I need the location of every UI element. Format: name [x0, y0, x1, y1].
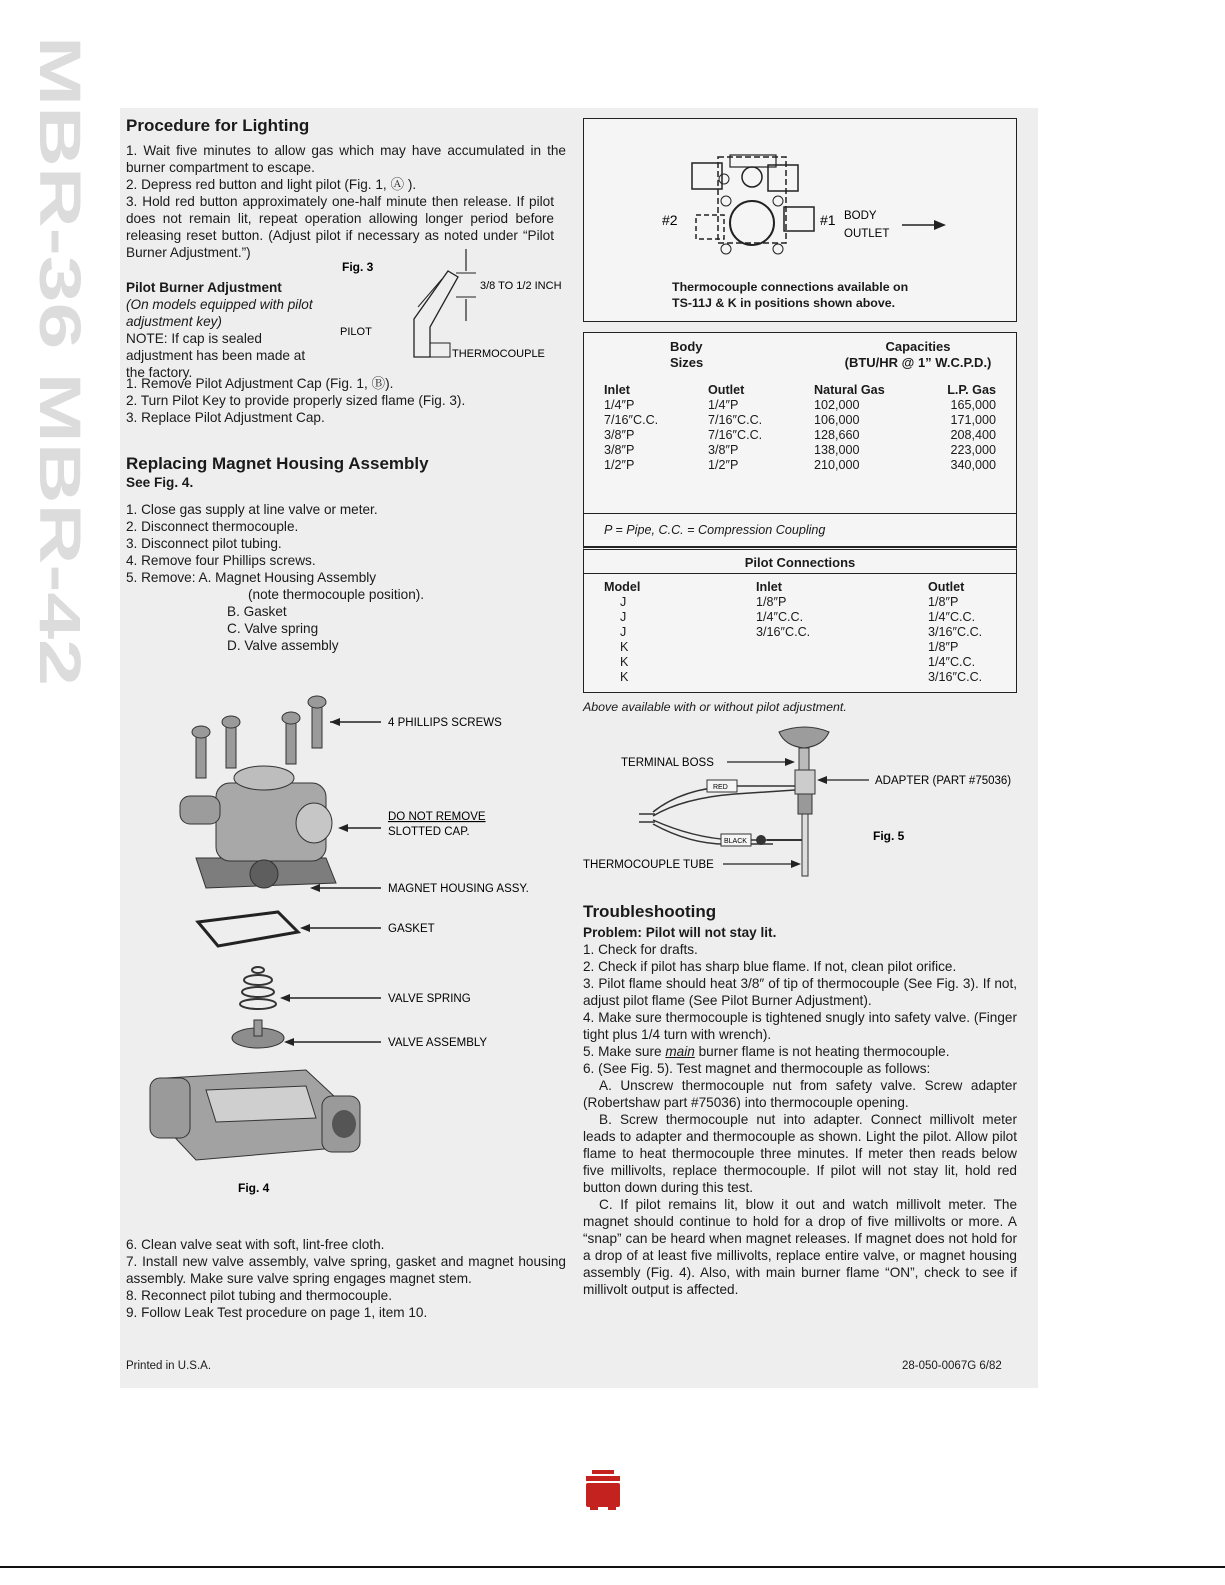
capacities-cell: 1/2″P — [708, 458, 739, 472]
col-model: Model — [604, 580, 641, 594]
fig4-screws-label: 4 PHILLIPS SCREWS — [388, 717, 502, 729]
fig3-dim: 3/8 TO 1/2 INCH — [480, 280, 562, 292]
lighting-step-2: 2. Depress red button and light pilot (Fig. 1, Ⓐ ). — [126, 177, 417, 192]
magnet-sub-d: D. Valve assembly — [227, 638, 339, 653]
pilot-connections-cell: 1/8″P — [928, 640, 959, 654]
pilot-adjust-step-2: 2. Turn Pilot Key to provide properly sized flame (Fig. 3). — [126, 393, 466, 408]
magnet-step-7: 7. Install new valve assembly, valve spring, gasket and magnet housing assembly. Make sure valve spring engages magnet stem. — [126, 1254, 566, 1286]
fig4-gasket-label: GASKET — [388, 923, 435, 935]
tc-caption-line1: Thermocouple connections available on — [672, 280, 909, 294]
trouble-step-2: 2. Check if pilot has sharp blue flame. If not, clean pilot orifice. — [583, 959, 957, 974]
fig5-tube-label: THERMOCOUPLE TUBE — [583, 859, 714, 871]
fig5-label: Fig. 5 — [873, 829, 905, 843]
capacities-cell: 7/16″C.C. — [708, 413, 763, 427]
capacities-cell: 102,000 — [814, 398, 860, 412]
pilot-connections-cell: 3/16″C.C. — [928, 625, 983, 639]
col-lp-gas: L.P. Gas — [947, 383, 996, 397]
trouble-step-3: 3. Pilot flame should heat 3/8″ of tip of thermocouple (See Fig. 3). If not, adjust pilot flame (See Pilot Burner Adjustment). — [583, 976, 1017, 1008]
pilot-connections-cell — [756, 655, 928, 670]
pilot-adjust-block — [126, 260, 566, 380]
footer-printed: Printed in U.S.A. — [126, 1360, 212, 1372]
fig5-red-label: RED — [713, 784, 728, 791]
pilot-connections-row — [604, 655, 990, 670]
pilot-connections-heading: Pilot Connections — [744, 555, 856, 570]
magnet-sub-c: C. Valve spring — [227, 621, 319, 636]
capacities-cell: 210,000 — [814, 458, 860, 472]
fig3-pilot-label: PILOT — [340, 326, 372, 338]
pilot-connections-cell: K — [620, 640, 629, 654]
thermocouple-valve-diagram — [584, 119, 1014, 279]
tc-body-label: BODY — [844, 210, 877, 222]
tc-caption-line2: TS-11J & K in positions shown above. — [672, 296, 896, 310]
fig3-diagram — [338, 249, 568, 369]
trouble-step-6a: A. Unscrew thermocouple nut from safety valve. Screw adapter (Robertshaw part #75036) into thermocouple opening. — [583, 1078, 1017, 1110]
capacities-row — [604, 443, 996, 458]
fig4-assembly-label: VALVE ASSEMBLY — [388, 1037, 488, 1049]
left-column — [126, 116, 566, 1321]
magnet-step-1: 1. Close gas supply at line valve or meter. — [126, 502, 378, 517]
fig5-diagram — [583, 728, 1023, 888]
capacities-note: P = Pipe, C.C. = Compression Coupling — [604, 523, 826, 537]
pilot-connections-cell: J — [620, 625, 627, 639]
capacities-cell: 7/16″C.C. — [604, 413, 659, 427]
pilot-connections-cell: 1/4″C.C. — [928, 655, 976, 669]
bottom-rule — [0, 1566, 1225, 1568]
magnet-see-fig: See Fig. 4. — [126, 475, 194, 490]
trouble-step-1: 1. Check for drafts. — [583, 942, 698, 957]
pilot-connections-row — [604, 640, 990, 655]
capacities-note-box — [583, 514, 1017, 547]
trouble-problem: Problem: Pilot will not stay lit. — [583, 925, 777, 940]
capacities-row — [604, 398, 996, 413]
capacities-title-1: Capacities — [885, 339, 951, 354]
pilot-adjust-heading: Pilot Burner Adjustment — [126, 280, 282, 295]
capacities-cell: 138,000 — [814, 443, 860, 457]
col-inlet: Inlet — [604, 383, 630, 397]
trouble-step-6c: C. If pilot remains lit, blow it out and watch millivolt meter. The magnet should continue to hold for a drop of five millivolts or more. A “snap” can be heard when magnet releases. If magnet does not hold for a drop of at least five millivolts, replace entire valve, or magnet housing assembly (Fig. 4). Also, with main burner flame “ON”, check to see if millivolt output is affected. — [583, 1197, 1017, 1297]
magnet-heading: Replacing Magnet Housing Assembly — [126, 454, 429, 473]
trouble-step-5 — [583, 1043, 1017, 1060]
tc-pos1: #1 — [820, 212, 836, 228]
fig4-label: Fig. 4 — [238, 1181, 270, 1195]
pilot-connections-cell — [756, 670, 928, 685]
fig4-exploded-view — [126, 698, 566, 1228]
magnet-step-5: 5. Remove: A. Magnet Housing Assembly — [126, 570, 377, 585]
pilot-connections-cell: 1/8″P — [928, 595, 959, 609]
col-natural-gas: Natural Gas — [814, 383, 885, 397]
valve-body-drawing — [150, 1070, 360, 1160]
pilot-connections-cell: J — [620, 595, 627, 609]
magnet-step-2: 2. Disconnect thermocouple. — [126, 519, 299, 534]
magnet-housing-drawing — [180, 766, 336, 888]
pilot-connections-cell: 1/4″C.C. — [928, 610, 976, 624]
pilot-adjust-step-3: 3. Replace Pilot Adjustment Cap. — [126, 410, 325, 425]
capacities-cell: 3/8″P — [604, 443, 635, 457]
capacities-cell: 128,660 — [814, 428, 860, 442]
capacities-cell: 1/4″P — [604, 398, 635, 412]
capacities-header-row — [604, 383, 996, 398]
right-column — [583, 118, 1017, 1298]
col-pilot-outlet: Outlet — [928, 580, 965, 594]
fig4-slotted-cap: SLOTTED CAP. — [388, 826, 470, 838]
capacities-title-2: (BTU/HR @ 1” W.C.P.D.) — [844, 355, 992, 370]
fig4-do-not-remove: DO NOT REMOVE — [388, 811, 486, 823]
trouble-step-4: 4. Make sure thermocouple is tightened snugly into safety valve. (Finger tight plus 1/4 turn with wrench). — [583, 1010, 1017, 1042]
fig5-adapter-label: ADAPTER (PART #75036) — [875, 775, 1012, 787]
fig3-label: Fig. 3 — [342, 260, 374, 274]
trouble-step-5-main: main — [665, 1044, 695, 1059]
fig4-spring-label: VALVE SPRING — [388, 993, 471, 1005]
lighting-step-3: 3. Hold red button approximately one-half minute then release. If pilot does not remain lit, repeat operation allowing longer period before releasing reset button. (Adjust pilot if necessary as noted under “Pilot Burner Adjustment.”) — [126, 194, 554, 260]
trouble-step-6: 6. (See Fig. 5). Test magnet and thermocouple as follows: — [583, 1061, 931, 1076]
magnet-step-8: 8. Reconnect pilot tubing and thermocouple. — [126, 1288, 393, 1303]
pilot-connections-row — [604, 595, 990, 610]
trouble-step-5-a: 5. Make sure — [583, 1044, 666, 1059]
col-pilot-inlet: Inlet — [756, 580, 782, 594]
trouble-heading: Troubleshooting — [583, 902, 717, 921]
pilot-connections-table — [604, 580, 990, 685]
trouble-step-6b: B. Screw thermocouple nut into adapter. Connect millivolt meter leads to adapter and thermocouple as shown. Light the pilot. Allow pilot flame to heat thermocouple three minutes. If meter then reads below five millivolts, replace thermocouple. If pilot will not stay lit, hold red button down during this test. — [583, 1112, 1017, 1195]
side-title — [27, 36, 92, 686]
capacities-cell: 3/8″P — [708, 443, 739, 457]
trouble-step-5-b: burner flame is not heating thermocouple. — [694, 1044, 950, 1059]
capacities-cell: 106,000 — [814, 413, 860, 427]
fig5-terminal-label: TERMINAL BOSS — [621, 757, 714, 769]
pilot-connections-note: Above available with or without pilot adjustment. — [583, 700, 847, 714]
pilot-connections-row — [604, 670, 990, 685]
pilot-connections-cell: 1/4″C.C. — [756, 610, 804, 624]
fig4-housing-label: MAGNET HOUSING ASSY. — [388, 883, 529, 895]
capacities-table — [604, 383, 996, 473]
pilot-connections-cell: 3/16″C.C. — [756, 625, 811, 639]
capacities-cell: 223,000 — [950, 443, 996, 457]
side-title-graphic — [27, 36, 92, 686]
pilot-connections-header-row — [604, 580, 990, 595]
fig5-black-label: BLACK — [724, 838, 747, 845]
capacities-cell: 1/2″P — [604, 458, 635, 472]
capacities-row — [604, 413, 996, 428]
lighting-heading: Procedure for Lighting — [126, 116, 310, 135]
thermocouple-connections-box — [583, 118, 1017, 322]
pilot-connections-row — [604, 625, 990, 640]
capacities-cell: 171,000 — [950, 413, 996, 427]
valve-spring-drawing — [240, 967, 276, 1009]
lighting-step-1: 1. Wait five minutes to allow gas which may have accumulated in the burner compartment to escape. — [126, 143, 566, 175]
fig3-thermocouple-label: THERMOCOUPLE — [452, 348, 545, 360]
col-outlet: Outlet — [708, 383, 745, 397]
capacities-row — [604, 428, 996, 443]
body-sizes-1: Body — [670, 339, 703, 354]
toolbox-logo-icon — [584, 1470, 622, 1510]
capacities-cell: 340,000 — [950, 458, 996, 472]
capacities-box — [583, 332, 1017, 514]
tc-outlet-label: OUTLET — [844, 228, 890, 240]
tc-pos2: #2 — [662, 212, 678, 228]
magnet-step-6: 6. Clean valve seat with soft, lint-free cloth. — [126, 1237, 385, 1252]
magnet-step-4: 4. Remove four Phillips screws. — [126, 553, 316, 568]
magnet-step-9: 9. Follow Leak Test procedure on page 1, item 10. — [126, 1305, 428, 1320]
pilot-adjust-step-1: 1. Remove Pilot Adjustment Cap (Fig. 1, Ⓑ). — [126, 376, 394, 391]
capacities-cell: 7/16″C.C. — [708, 428, 763, 442]
pilot-connections-cell — [756, 640, 928, 655]
capacities-cell: 1/4″P — [708, 398, 739, 412]
footer-code: 28-050-0067G 6/82 — [902, 1360, 1002, 1372]
body-sizes-2: Sizes — [670, 355, 704, 370]
side-title-text: MBR-36 MBR-42 — [27, 36, 92, 484]
pilot-adjust-note: NOTE: If cap is sealed adjustment has been made at the factory. — [126, 331, 306, 380]
pilot-connections-row — [604, 610, 990, 625]
capacities-cell: 165,000 — [950, 398, 996, 412]
pilot-connections-cell: 1/8″P — [756, 595, 787, 609]
magnet-sub-b: B. Gasket — [227, 604, 287, 619]
pilot-connections-cell: J — [620, 610, 627, 624]
pilot-connections-cell: K — [620, 670, 629, 684]
pilot-adjust-note-italic: (On models equipped with pilot adjustment key) — [126, 297, 313, 329]
magnet-step-3: 3. Disconnect pilot tubing. — [126, 536, 282, 551]
pilot-connections-cell: K — [620, 655, 629, 669]
capacities-cell: 208,400 — [950, 428, 996, 442]
capacities-cell: 3/8″P — [604, 428, 635, 442]
pilot-connections-box — [583, 547, 1017, 693]
magnet-sub-note: (note thermocouple position). — [248, 587, 425, 602]
pilot-connections-cell: 3/16″C.C. — [928, 670, 983, 684]
capacities-row — [604, 458, 996, 473]
